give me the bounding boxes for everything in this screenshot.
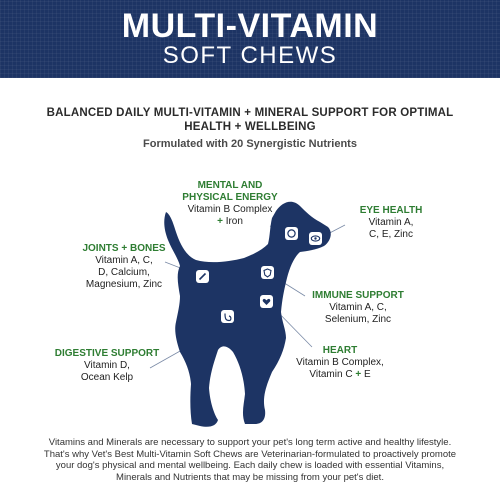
- callout-digestive-title: DIGESTIVE SUPPORT: [54, 348, 160, 359]
- eye-icon: [309, 232, 322, 245]
- product-subtitle: SOFT CHEWS: [162, 42, 338, 69]
- callout-joints-line1: Vitamin A, C,: [95, 255, 153, 266]
- callout-heart-line2a: Vitamin C: [309, 369, 353, 380]
- callout-joints-line3: Magnesium, Zinc: [85, 279, 163, 290]
- plus-sign: +: [355, 369, 362, 380]
- callout-heart-line2b: E: [363, 369, 371, 380]
- callout-heart-line2-wrap: [285, 369, 395, 381]
- nutrient-count-text: Formulated with 20 Synergistic Nutrients: [143, 138, 357, 150]
- callout-digestive-line2: Ocean Kelp: [80, 372, 134, 383]
- callout-eye-title: EYE HEALTH: [359, 205, 423, 216]
- callout-immune-support: [303, 290, 413, 326]
- callout-mental-title-1: MENTAL AND: [197, 180, 263, 191]
- callout-mental-energy: [175, 180, 285, 228]
- callout-eye-line1: Vitamin A,: [368, 217, 414, 228]
- callout-mental-title-2: PHYSICAL ENERGY: [182, 192, 278, 203]
- callout-mental-line1: Vitamin B Complex: [187, 204, 273, 215]
- callout-joints-bones: [74, 243, 174, 291]
- description-paragraph: Vitamins and Minerals are necessary to support your pet's long term active and healthy lifestyle. That's why Vet's Best Multi-Vitamin Soft Chews are Veterinarian-formulated to proactively promote your dog's physical and mental wellbeing. Each daily chew is loaded with essential Vitamins, Minerals and Nutrients that may be missing from your pet's diet.: [43, 437, 457, 483]
- callout-eye-health: [346, 205, 436, 241]
- callout-immune-line2: Selenium, Zinc: [324, 314, 392, 325]
- callout-digestive-support: [52, 348, 162, 384]
- brain-icon: [285, 227, 298, 240]
- callout-heart: [285, 345, 395, 381]
- stomach-icon: [221, 310, 234, 323]
- callout-mental-line2: Iron: [225, 216, 243, 227]
- callout-heart-title: HEART: [322, 345, 358, 356]
- shield-icon: [261, 266, 274, 279]
- callout-heart-line1: Vitamin B Complex,: [296, 357, 384, 368]
- callout-eye-line2: C, E, Zinc: [369, 229, 413, 240]
- headline: BALANCED DAILY MULTI-VITAMIN + MINERAL SUPPORT FOR OPTIMAL HEALTH + WELLBEING: [46, 107, 454, 133]
- bone-joint-icon: [196, 270, 209, 283]
- product-title: MULTI-VITAMIN: [121, 7, 379, 45]
- callout-joints-title: JOINTS + BONES: [82, 243, 166, 254]
- callout-digestive-line1: Vitamin D,: [84, 360, 130, 371]
- callout-immune-line1: Vitamin A, C,: [329, 302, 387, 313]
- heart-icon: [260, 295, 273, 308]
- callout-joints-line2: D, Calcium,: [98, 267, 150, 278]
- plus-sign: +: [217, 216, 223, 227]
- callout-immune-title: IMMUNE SUPPORT: [312, 290, 404, 301]
- callout-mental-line2-wrap: [175, 216, 285, 228]
